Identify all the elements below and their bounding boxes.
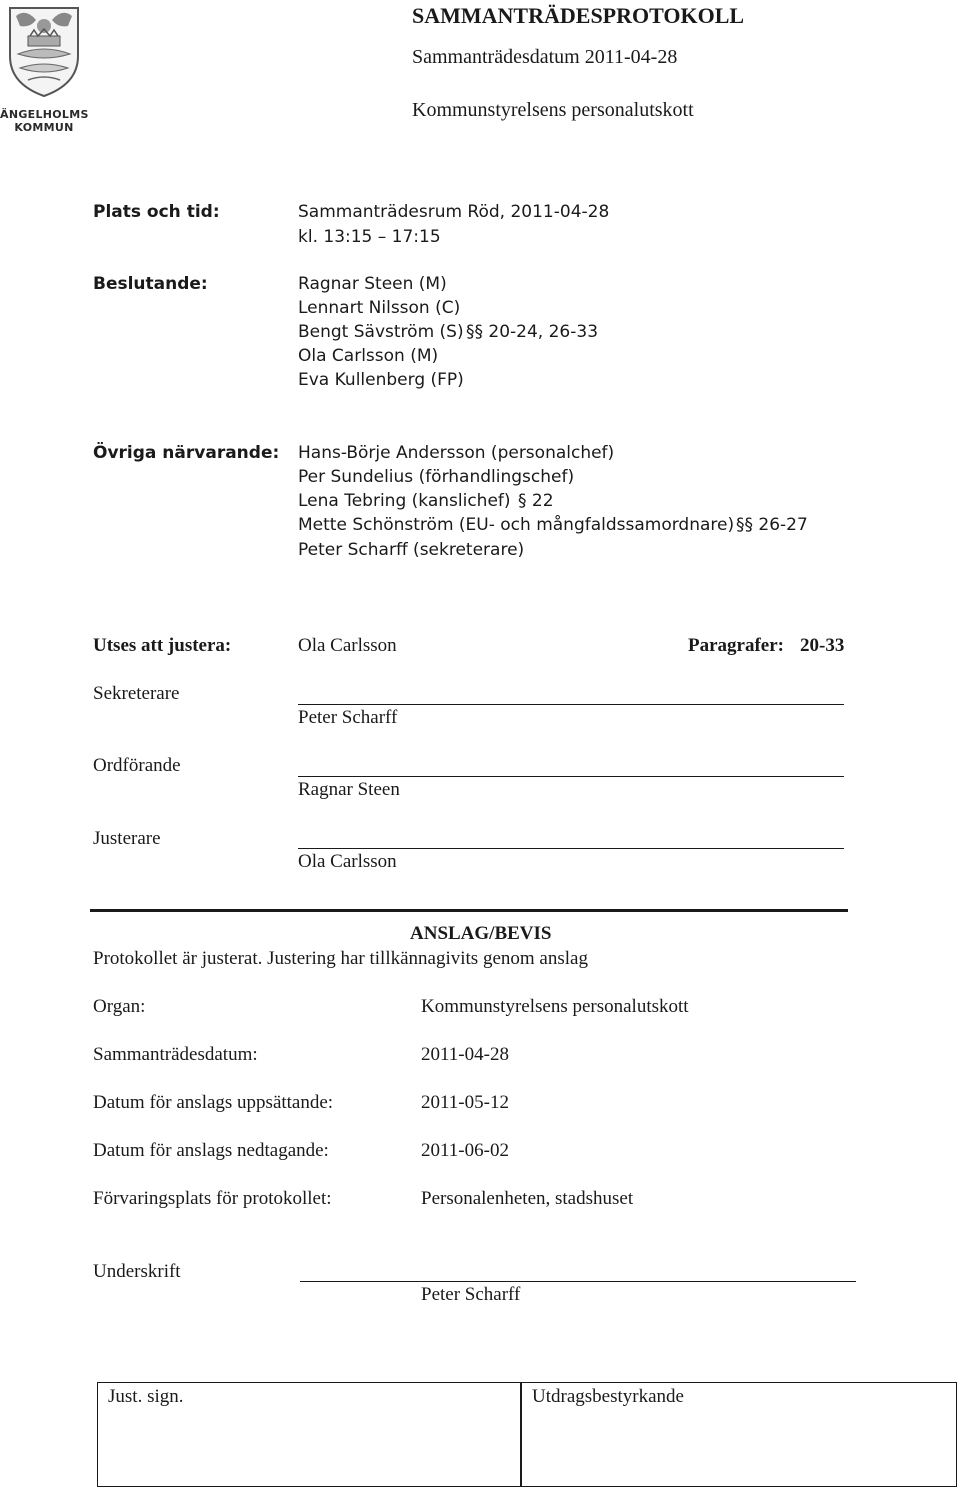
notice-row-value: 2011-05-12 [421,1092,509,1113]
deciders-label: Beslutande: [93,274,208,294]
attestation-divider [520,1383,522,1486]
notice-intro: Protokollet är justerat. Justering har tillkännagivits genom anslag [93,948,588,969]
signature-name: Ola Carlsson [298,851,397,872]
decider-item: Ola Carlsson (M) [298,346,439,366]
logo-text-line2: KOMMUN [14,121,74,134]
place-time-label: Plats och tid: [93,202,220,222]
decider-item: Eva Kullenberg (FP) [298,370,464,390]
paragraphs-value: 20-33 [800,635,845,656]
notice-row-label: Förvaringsplats för protokollet: [93,1188,332,1209]
signature-label: Underskrift [93,1261,181,1282]
notice-row-value: 2011-04-28 [421,1044,509,1065]
section-separator [90,909,848,912]
municipality-coat-of-arms [6,4,82,98]
others-present-label: Övriga närvarande: [93,443,280,463]
notice-heading: ANSLAG/BEVIS [410,923,552,944]
notice-row-label: Datum för anslags nedtagande: [93,1140,329,1161]
paragraphs-label: Paragrafer: [688,635,784,656]
meeting-date-header: Sammanträdesdatum 2011-04-28 [412,46,678,68]
decider-item: Bengt Sävström (S) [298,322,464,342]
place-time-value-2: kl. 13:15 – 17:15 [298,227,441,247]
signature-name: Peter Scharff [298,707,398,728]
just-sign-label: Just. sign. [108,1386,184,1407]
adjuster-label: Utses att justera: [93,635,232,656]
logo-text-line1: ÄNGELHOLMS [0,108,89,121]
certification-label: Utdragsbestyrkande [532,1386,684,1407]
signature-role: Sekreterare [93,683,180,704]
signature-role: Ordförande [93,755,181,776]
signature-line [298,848,844,849]
signature-name: Peter Scharff [421,1284,521,1305]
decider-section-note: §§ 20-24, 26-33 [466,322,599,342]
signature-line [298,704,844,705]
notice-row-label: Sammanträdesdatum: [93,1044,258,1065]
notice-row-label: Datum för anslags uppsättande: [93,1092,334,1113]
notice-row-value: 2011-06-02 [421,1140,509,1161]
other-present-item: Per Sundelius (förhandlingschef) [298,467,575,487]
signature-line [298,776,844,777]
place-time-value-1: Sammanträdesrum Röd, 2011-04-28 [298,202,610,222]
notice-row-value: Kommunstyrelsens personalutskott [421,996,689,1017]
decider-item: Lennart Nilsson (C) [298,298,461,318]
notice-row-label: Organ: [93,996,146,1017]
signature-name: Ragnar Steen [298,779,400,800]
notice-row-value: Personalenheten, stadshuset [421,1188,634,1209]
other-present-item: Mette Schönström (EU- och mångfaldssamordnare) [298,515,735,535]
decider-item: Ragnar Steen (M) [298,274,447,294]
adjuster-name: Ola Carlsson [298,635,397,656]
other-section-note: § 22 [518,491,554,511]
signature-role: Justerare [93,828,161,849]
attestation-box [97,1382,957,1487]
other-present-item: Peter Scharff (sekreterare) [298,540,525,560]
document-title: SAMMANTRÄDESPROTOKOLL [412,3,745,28]
signature-line [300,1281,856,1282]
other-section-note: §§ 26-27 [736,515,808,535]
other-present-item: Hans-Börje Andersson (personalchef) [298,443,615,463]
other-present-item: Lena Tebring (kanslichef) [298,491,511,511]
committee-name: Kommunstyrelsens personalutskott [412,99,694,121]
